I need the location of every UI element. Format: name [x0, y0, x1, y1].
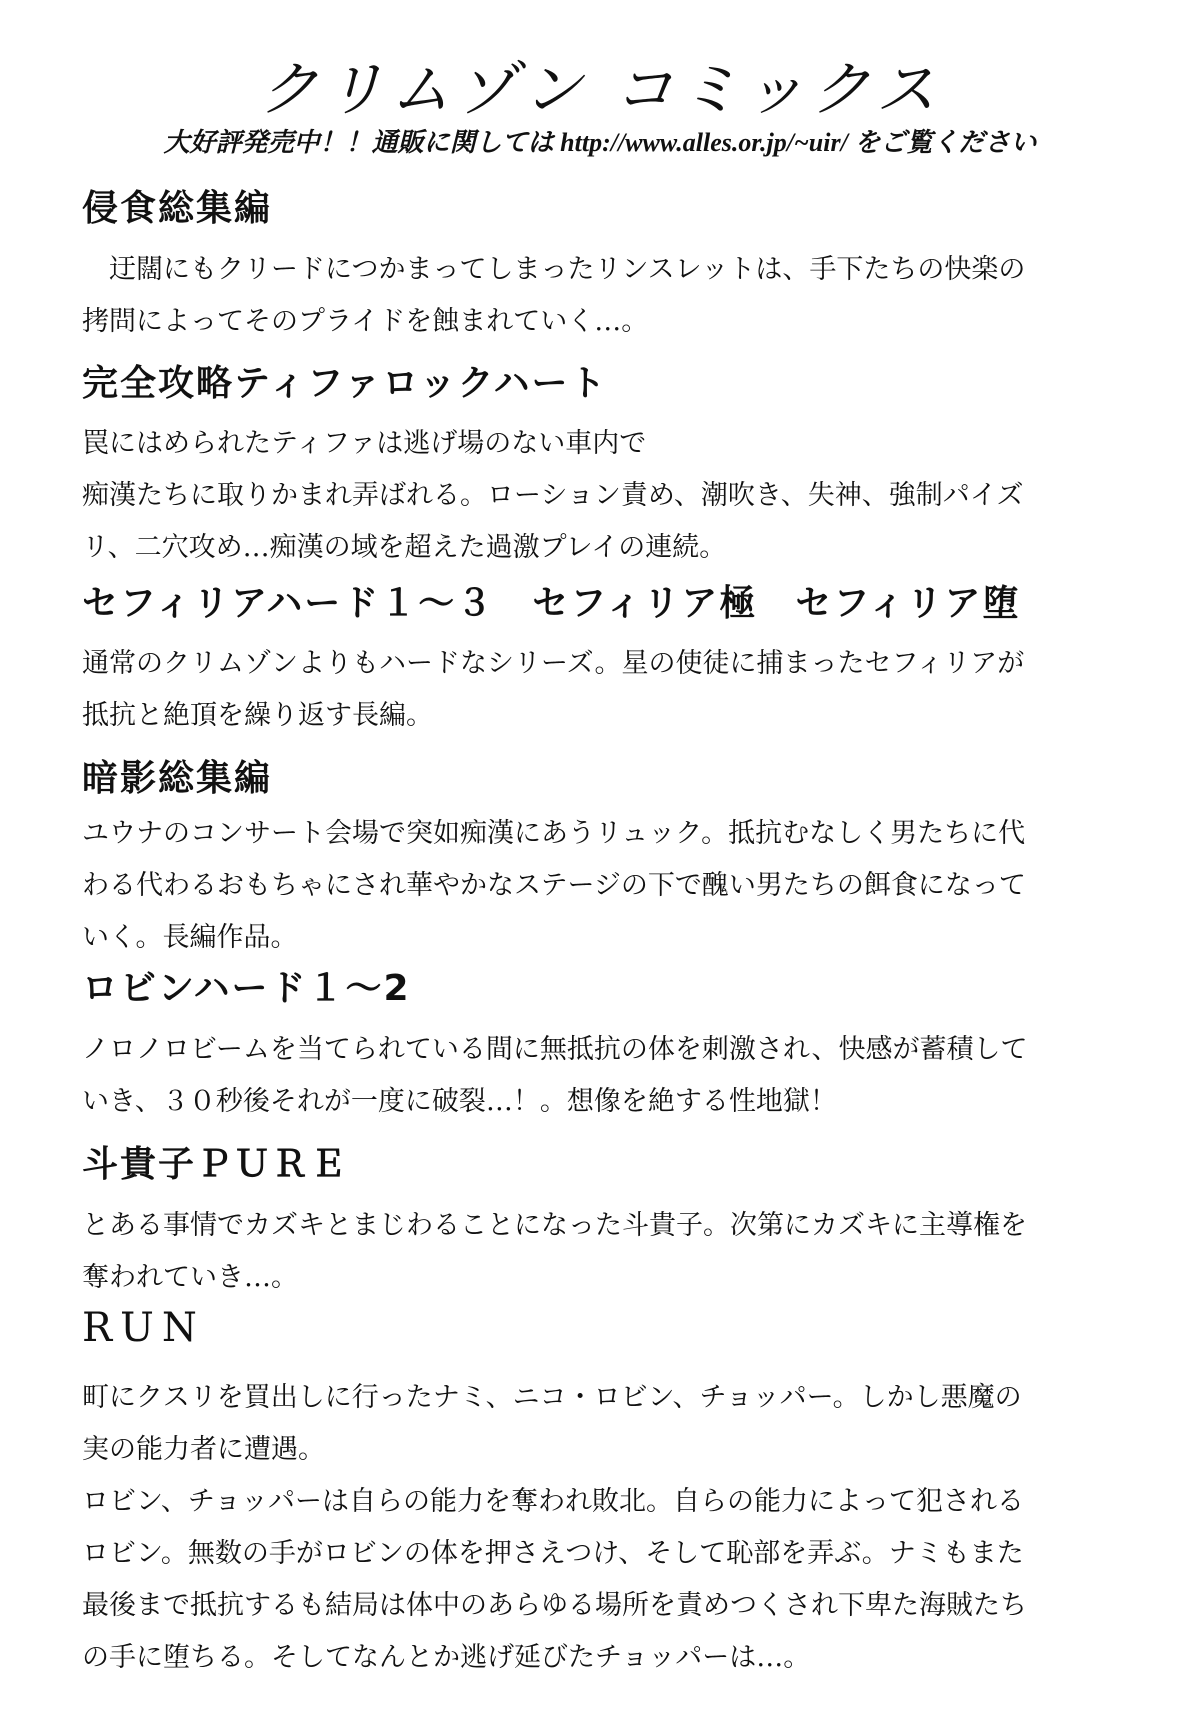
- section-body: [82, 1024, 1102, 1128]
- section-heading: 暗影総集編: [82, 758, 273, 799]
- section-heading: RUN: [82, 1305, 205, 1351]
- body-line: とある事情でカズキとまじわることになった斗貴子。次第にカズキに主導権を: [82, 1210, 1027, 1241]
- section-body: [82, 244, 1102, 348]
- section-body: [82, 638, 1102, 742]
- body-line: 抵抗と絶頂を繰り返す長編。: [82, 700, 433, 731]
- section-heading: ロビンハード１～2: [82, 968, 411, 1009]
- body-line: 実の能力者に遭遇。: [82, 1434, 325, 1465]
- section-heading: 侵食総集編: [82, 188, 273, 229]
- body-line: ロビン。無数の手がロビンの体を押さえつけ、そして恥部を弄ぶ。ナミもまた: [82, 1538, 1024, 1569]
- section-body: [82, 808, 1102, 964]
- section-heading: 斗貴子ＰＵＲＥ: [82, 1144, 349, 1185]
- body-line: 最後まで抵抗するも結局は体中のあらゆる場所を責めつくされ下卑た海賊たち: [82, 1590, 1027, 1621]
- body-line: 奪われていき…。: [82, 1262, 298, 1293]
- section-heading: 完全攻略ティファロックハート: [82, 363, 608, 404]
- body-line: いき、３０秒後それが一度に破裂…！。想像を絶する性地獄！: [82, 1086, 837, 1117]
- body-line: わる代わるおもちゃにされ華やかなステージの下で醜い男たちの餌食になって: [82, 870, 1026, 901]
- page-subtitle: 大好評発売中！！通販に関しては http://www.alles.or.jp/~uir/ をご覧ください: [163, 128, 1037, 157]
- section-heading: セフィリアハード１～３ セフィリア極 セフィリア堕: [82, 583, 1021, 624]
- section-body: [82, 418, 1102, 574]
- body-line: 迂闊にもクリードにつかまってしまったリンスレットは、手下たちの快楽の: [82, 254, 1026, 285]
- body-line: 通常のクリムゾンよりもハードなシリーズ。星の使徒に捕まったセフィリアが: [82, 648, 1025, 679]
- body-line: ノロノロビームを当てられている間に無抵抗の体を刺激され、快感が蓄積して: [82, 1034, 1028, 1065]
- body-line: いく。長編作品。: [82, 922, 298, 953]
- body-line: ユウナのコンサート会場で突如痴漢にあうリュック。抵抗むなしく男たちに代: [82, 818, 1026, 849]
- section-body: [82, 1372, 1102, 1684]
- body-line: 痴漢たちに取りかまれ弄ばれる。ローション責め、潮吹き、失神、強制パイズ: [82, 480, 1024, 511]
- body-line: リ、二穴攻め…痴漢の域を超えた過激プレイの連続。: [82, 532, 727, 563]
- page-title: クリムゾン コミックス: [258, 55, 942, 125]
- section-body: [82, 1200, 1102, 1304]
- body-line: 拷問によってそのプライドを蝕まれていく…。: [82, 306, 649, 337]
- body-line: 罠にはめられたティファは逃げ場のない車内で: [82, 428, 647, 459]
- body-line: の手に堕ちる。そしてなんとか逃げ延びたチョッパーは…。: [82, 1642, 811, 1673]
- body-line: 町にクスリを買出しに行ったナミ、ニコ・ロビン、チョッパー。しかし悪魔の: [82, 1382, 1022, 1413]
- body-line: ロビン、チョッパーは自らの能力を奪われ敗北。自らの能力によって犯される: [82, 1486, 1025, 1517]
